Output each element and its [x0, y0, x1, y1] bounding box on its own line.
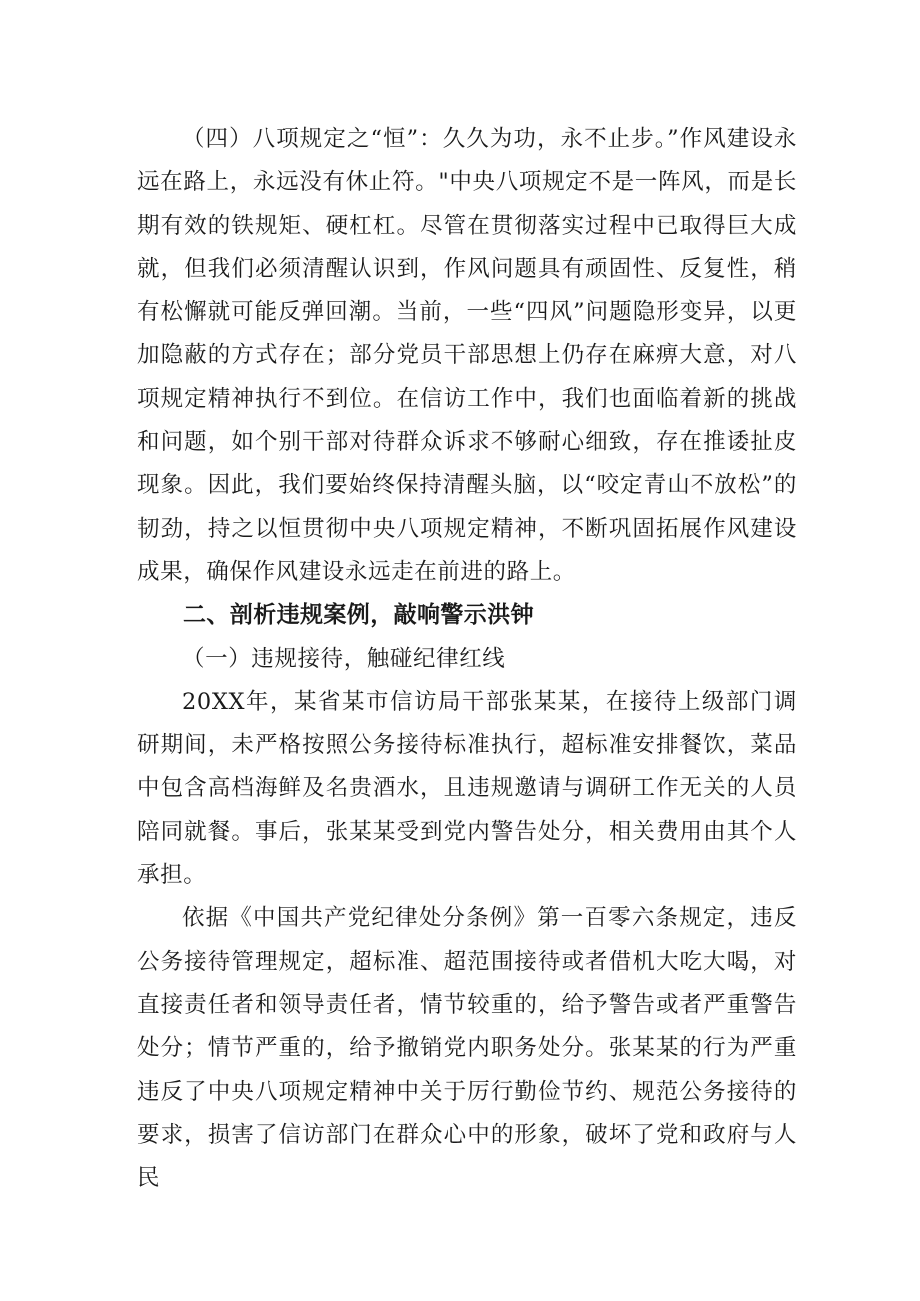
- document-body: [137, 118, 797, 1200]
- section-heading-case-analysis: 二、剖析违规案例，敲响警示洪钟: [183, 602, 534, 629]
- paragraph-regulation-basis: 依据《中国共产党纪律处分条例》第一百零六条规定，违反公务接待管理规定，超标准、超范围接待或者借机大吃大喝，对直接责任者和领导责任者，情节较重的，给予警告或者严重警告处分；情节严重的，给予撤销党内职务处分。张某某的行为严重违反了中央八项规定精神中关于厉行勤俭节约、规范公务接待的要求，损害了信访部门在群众心中的形象，破坏了党和政府与人民: [137, 905, 797, 1192]
- paragraph-perseverance: （四）八项规定之“恒”：久久为功，永不止步。”作风建设永远在路上，永远没有休止符。"中央八项规定不是一阵风，而是长期有效的铁规矩、硬杠杠。尽管在贯彻落实过程中已取得巨大成就，但我们必须清醒认识到，作风问题具有顽固性、反复性，稍有松懈就可能反弹回潮。当前，一些“四风”问题隐形变异，以更加隐蔽的方式存在；部分党员干部思想上仍存在麻痹大意，对八项规定精神执行不到位。在信访工作中，我们也面临着新的挑战和问题，如个别干部对待群众诉求不够耐心细致，存在推诿扯皮现象。因此，我们要始终保持清醒头脑，以“咬定青山不放松”的韧劲，持之以恒贯彻中央八项规定精神，不断巩固拓展作风建设成果，确保作风建设永远走在前进的路上。: [137, 126, 797, 585]
- subsection-heading-illegal-reception: （一）违规接待，触碰纪律红线: [182, 645, 506, 672]
- paragraph-case-description: 20XX年，某省某市信访局干部张某某，在接待上级部门调研期间，未严格按照公务接待标准执行，超标准安排餐饮，菜品中包含高档海鲜及名贵酒水，且违规邀请与调研工作无关的人员陪同就餐。事后，张某某受到党内警告处分，相关费用由其个人承担。: [137, 688, 797, 889]
